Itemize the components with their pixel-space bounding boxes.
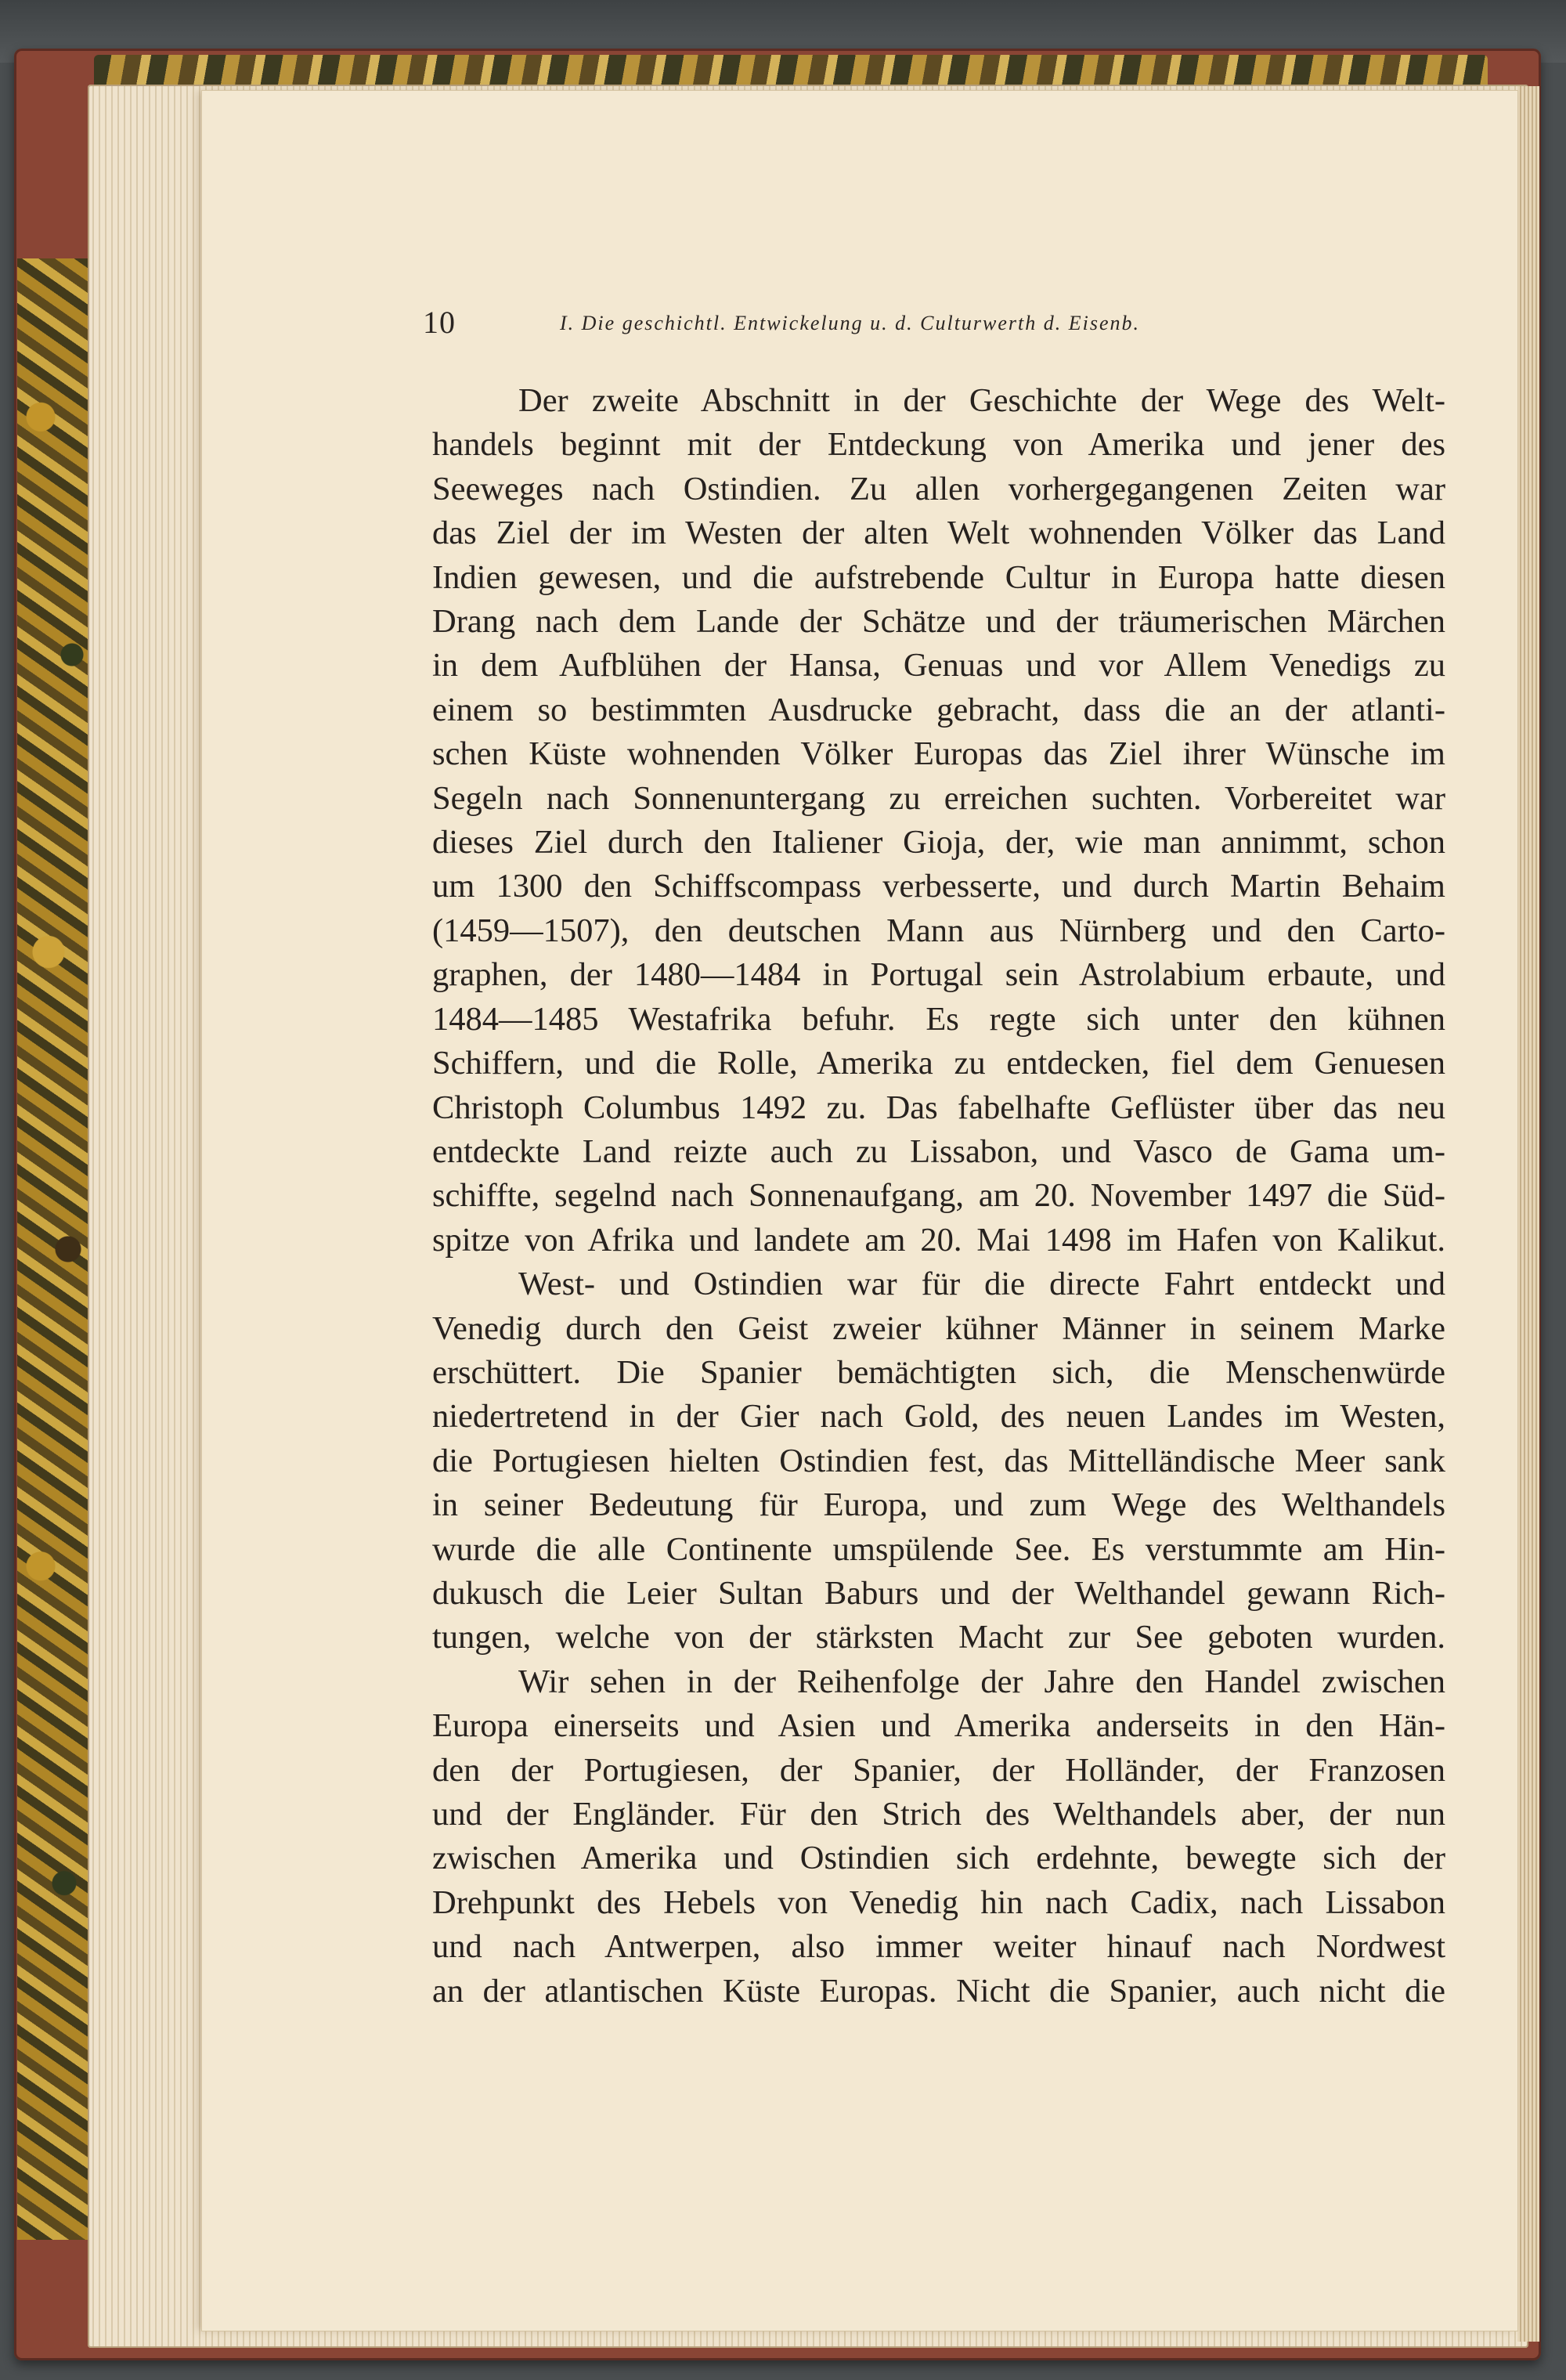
text-line: wurde die alle Continente umspülende See. Es verstummte am Hin- bbox=[432, 1530, 1445, 1568]
text-line: das Ziel der im Westen der alten Welt wohnenden Völker das Land bbox=[432, 515, 1445, 552]
text-line: in dem Aufblühen der Hansa, Genuas und vor Allem Venedigs zu bbox=[432, 647, 1445, 684]
text-line: handels beginnt mit der Entdeckung von Amerika und jener des bbox=[432, 426, 1445, 464]
text-line-last: spitze von Afrika und landete am 20. Mai 1498 im Hafen von Kalikut. bbox=[432, 1221, 1445, 1259]
text-line: 1484—1485 Westafrika befuhr. Es regte sich unter den kühnen bbox=[432, 1000, 1445, 1038]
page-header bbox=[423, 304, 1441, 351]
text-line-last: tungen, welche von der stärksten Macht zur See geboten wurden. bbox=[432, 1619, 1445, 1656]
text-line: Wir sehen in der Reihenfolge der Jahre den Handel zwischen bbox=[518, 1663, 1445, 1700]
text-line: Schiffern, und die Rolle, Amerika zu entdecken, fiel dem Genuesen bbox=[432, 1045, 1445, 1082]
text-line: erschüttert. Die Spanier bemächtigten sich, die Menschenwürde bbox=[432, 1353, 1445, 1391]
text-line: Europa einerseits und Asien und Amerika anderseits in den Hän- bbox=[432, 1707, 1445, 1745]
paragraph bbox=[432, 1660, 1445, 2013]
text-line: Venedig durch den Geist zweier kühner Männer in seinem Marke bbox=[432, 1309, 1445, 1347]
text-line: (1459—1507), den deutschen Mann aus Nürnberg und den Carto- bbox=[432, 912, 1445, 949]
text-line: Indien gewesen, und die aufstrebende Cultur in Europa hatte diesen bbox=[432, 558, 1445, 596]
text-line: West- und Ostindien war für die directe Fahrt entdeckt und bbox=[518, 1266, 1445, 1303]
text-line: in seiner Bedeutung für Europa, und zum Wege des Welthandels bbox=[432, 1486, 1445, 1524]
text-line: Drehpunkt des Hebels von Venedig hin nach Cadix, nach Lissabon bbox=[432, 1883, 1445, 1921]
text-line: dieses Ziel durch den Italiener Gioja, der, wie man annimmt, schon bbox=[432, 824, 1445, 861]
text-line: einem so bestimmten Ausdrucke gebracht, dass die an der atlanti- bbox=[432, 691, 1445, 728]
paragraph bbox=[432, 379, 1445, 1262]
text-line: zwischen Amerika und Ostindien sich erdehnte, bewegte sich der bbox=[432, 1840, 1445, 1877]
text-line: Drang nach dem Lande der Schätze und der träumerischen Märchen bbox=[432, 603, 1445, 641]
text-line: schen Küste wohnenden Völker Europas das Ziel ihrer Wünsche im bbox=[432, 735, 1445, 773]
body-text bbox=[432, 379, 1445, 2013]
right-page-edges bbox=[1517, 86, 1539, 2342]
text-line: dukusch die Leier Sultan Baburs und der Welthandel gewann Rich- bbox=[432, 1574, 1445, 1612]
text-line: Seeweges nach Ostindien. Zu allen vorhergegangenen Zeiten war bbox=[432, 470, 1445, 507]
text-line: entdeckte Land reizte auch zu Lissabon, und Vasco de Gama um- bbox=[432, 1132, 1445, 1170]
running-head: I. Die geschichtl. Entwickelung u. d. Culturwerth d. Eisenb. bbox=[560, 312, 1141, 334]
text-line: den der Portugiesen, der Spanier, der Holländer, der Franzosen bbox=[432, 1751, 1445, 1789]
text-line: graphen, der 1480—1484 in Portugal sein Astrolabium erbaute, und bbox=[432, 956, 1445, 994]
text-line: niedertretend in der Gier nach Gold, des neuen Landes im Westen, bbox=[432, 1398, 1445, 1436]
text-line: um 1300 den Schiffscompass verbesserte, und durch Martin Behaim bbox=[432, 868, 1445, 905]
text-line: und der Engländer. Für den Strich des Welthandels aber, der nun bbox=[432, 1796, 1445, 1833]
paragraph bbox=[432, 1262, 1445, 1660]
text-line: Der zweite Abschnitt in der Geschichte der Wege des Welt- bbox=[518, 382, 1445, 419]
marbled-endpaper bbox=[17, 258, 96, 2240]
text-line: und nach Antwerpen, also immer weiter hinauf nach Nordwest bbox=[432, 1928, 1445, 1966]
text-line: an der atlantischen Küste Europas. Nicht die Spanier, auch nicht die bbox=[432, 1972, 1445, 2010]
page-number: 10 bbox=[423, 305, 456, 340]
text-line: schiffte, segelnd nach Sonnenaufgang, am 20. November 1497 die Süd- bbox=[432, 1177, 1445, 1215]
text-line: die Portugiesen hielten Ostindien fest, das Mittelländische Meer sank bbox=[432, 1442, 1445, 1479]
text-line: Christoph Columbus 1492 zu. Das fabelhafte Geflüster über das neu bbox=[432, 1089, 1445, 1126]
text-line: Segeln nach Sonnenuntergang zu erreichen suchten. Vorbereitet war bbox=[432, 779, 1445, 817]
